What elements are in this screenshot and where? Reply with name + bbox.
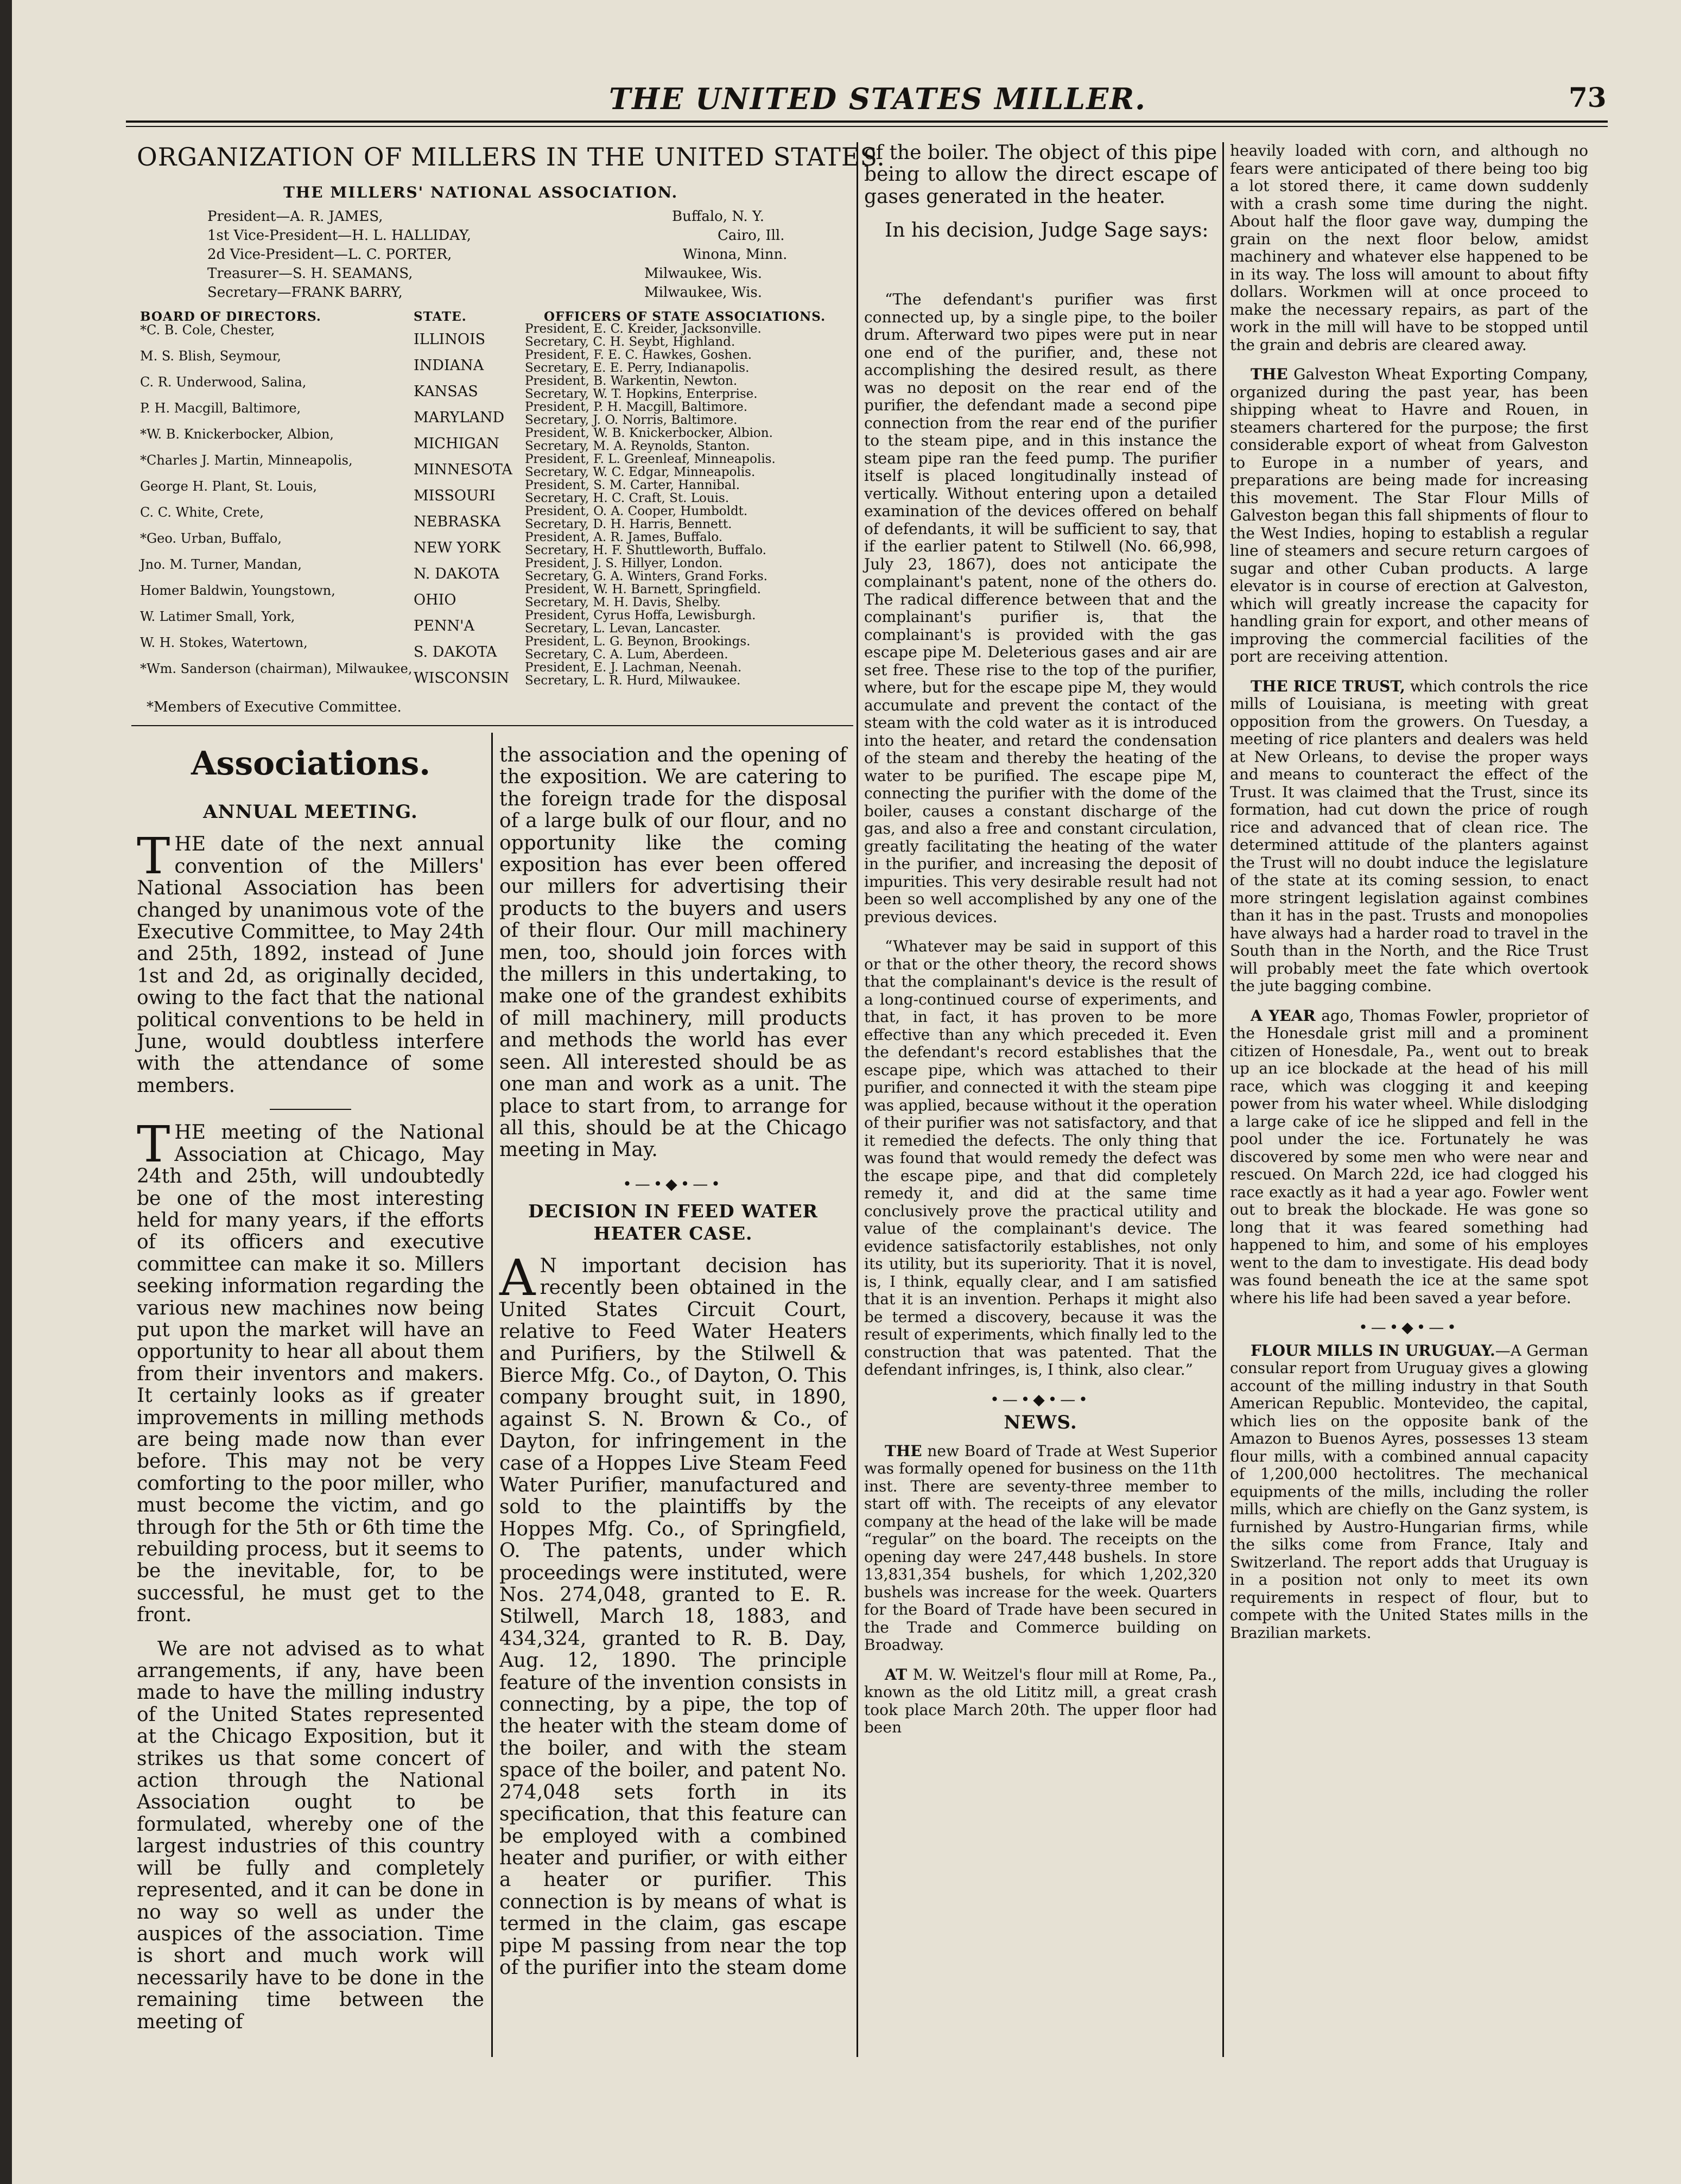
newspaper-page <box>12 0 1681 2184</box>
ornament: •—•◆•—• <box>990 1390 1091 1408</box>
state-officers: President, F. L. Greenleaf, Minneapolis. Secretary, W. C. Edgar, Minneapolis. <box>525 452 776 479</box>
paragraph: A N important decision has recently been obtained in the United States Circuit Court, relative to Feed Water Heaters and Purifiers, by the Stilwell & Bierce Mfg. Co., of Dayton, O. This company brought suit, in 1890, against S. N. Brown & Co., of Dayton, for infringement in the case of a Hoppes Live Steam Feed Water Purifier, manufactured and sold to the plaintiffs by the Hoppes Mfg. Co., of Springfield, O. The patents, under which proceedings were instituted, were Nos. 274,048, granted to E. R. Stilwell, March 18, 1883, and 434,324, granted to R. B. Day, Aug. 12, 1890. The principle feature of the invention consists in connecting, by a pipe, the top of the heater with the steam dome of the boiler, and with the steam space of the boiler, and patent No. 274,048 sets forth in its specification, that this feature can be employed with a combined heater and purifier, or with either a heater or purifier. This connection is by means of what is termed in the claim, gas escape pipe M passing from near the top of the purifier into the steam dome <box>499 1248 847 1979</box>
officer-role: President—A. R. JAMES, <box>207 208 383 225</box>
associations-title: Associations. <box>191 745 431 783</box>
officer-role: Secretary—FRANK BARRY, <box>207 284 403 301</box>
drop-cap: A <box>499 1248 536 1307</box>
column-rule <box>1222 142 1224 2057</box>
news-paragraph: AT M. W. Weitzel's flour mill at Rome, Pa., known as the old Lititz mill, a great crash took place March 20th. The upper floor had been <box>864 1665 1217 1736</box>
column-3-quote <box>864 290 1217 1736</box>
state-name: PENN'A <box>414 618 475 634</box>
state-officers: President, F. E. C. Hawkes, Goshen. Secretary, E. E. Perry, Indianapolis. <box>525 348 752 375</box>
page-number: 73 <box>1569 81 1607 113</box>
board-header: BOARD OF DIRECTORS. <box>140 309 321 324</box>
news-heading: NEWS. <box>1004 1412 1077 1433</box>
paragraph: THE meeting of the National Association at Chicago, May 24th and 25th, will undoubtedly be one of the most interesting held for many years, if the efforts of its officers and executive committee can make it so. Millers seeking information regarding the various new machines now being put upon the market will have an opportunity to hear all about them from their inventors and makers. It certainly looks as if greater improvements in milling methods are being made now than ever before. This may not be very comforting to the poor miller, who must become the victim, and go through for the 5th or 6th time the rebuilding process, but it seems to be the inevitable, for, to be successful, he must get to the front. <box>137 1115 484 1627</box>
state-officers: President, E. J. Lachman, Neenah. Secretary, L. R. Hurd, Milwaukee. <box>525 661 742 688</box>
state-name: NEBRASKA <box>414 513 501 530</box>
annual-meeting-heading: ANNUAL MEETING. <box>203 801 418 823</box>
paragraph: the association and the opening of the exposition. We are catering to the foreign trade for the disposal of a large bulk of our flour, and no opportunity like the coming exposition has ever been offered our millers for advertising their products to the buyers and users of their flour. Our mill machinery men, too, should join forces with the millers in this undertaking, to make one of the grandest exhibits of mill machinery, mill products and methods the world has ever seen. All interested should be as one man and work as a unit. The place to start from, to arrange for all this, should be at the Chicago meeting in May. <box>499 744 847 1161</box>
officer-location: Milwaukee, Wis. <box>644 284 763 301</box>
state-name: S. DAKOTA <box>414 644 497 661</box>
state-officers: President, B. Warkentin, Newton. Secretary, W. T. Hopkins, Enterprise. <box>525 374 758 401</box>
state-name: MICHIGAN <box>414 435 499 452</box>
director-name: W. H. Stokes, Watertown, <box>140 635 308 650</box>
news-paragraph: THE RICE TRUST, which controls the rice mills of Louisiana, is meeting with great opposition from the growers. On Tuesday, a meeting of rice planters and dealers was held at New Orleans, to devise the proper ways and means to counteract the effect of the Trust. It was claimed that the Trust, since its formation, had cut down the price of rough rice and advanced that of clean rice. The determined attitude of the planters against the Trust will no doubt induce the legislature of the state at its coming session, to enact more stringent legislation against combines than it has in the past. Trusts and monopolies have always had a harder road to travel in the South than in the North, and the Rice Trust will probably meet the fate which overtook the jute bagging combine. <box>1230 677 1588 995</box>
column-rule <box>491 733 493 2057</box>
drop-cap: T <box>137 1115 170 1174</box>
state-officers: President, J. S. Hillyer, London. Secretary, G. A. Winters, Grand Forks. <box>525 556 767 583</box>
state-name: ILLINOIS <box>414 331 486 348</box>
officer-location: Cairo, Ill. <box>718 227 785 244</box>
news-paragraph: FLOUR MILLS IN URUGUAY.—A German consular report from Uruguay gives a glowing account of the milling industry in that South American Republic. Montevideo, the capital, which lies on the opposite bank of the Amazon to Buenos Ayres, possesses 13 steam flour mills, with a combined annual capacity of 1,200,000 hectolitres. The mechanical equipments of the mills, including the roller mills, which are chiefly on the Ganz system, is furnished by Austro-Hungarian firms, while the silks come from France, Italy and Switzerland. The report adds that Uruguay is in a position not only to meet its own requirements in respect of flour, but to compete with the United States mills in the Brazilian markets. <box>1230 1341 1588 1642</box>
ornament: •—•◆•—• <box>623 1174 724 1193</box>
state-officers: President, E. C. Kreider, Jacksonville. Secretary, C. H. Seybt, Highland. <box>525 322 762 349</box>
state-name: INDIANA <box>414 357 484 374</box>
director-name: C. C. White, Crete, <box>140 505 264 520</box>
decision-heading: DECISION IN FEED WATER HEATER CASE. <box>528 1201 818 1244</box>
state-officers: President, L. G. Beynon, Brookings. Secretary, C. A. Lum, Aberdeen. <box>525 634 751 662</box>
association-name: THE MILLERS' NATIONAL ASSOCIATION. <box>283 183 678 201</box>
header-rule-thin <box>126 126 1608 127</box>
director-name: C. R. Underwood, Salina, <box>140 374 307 390</box>
drop-cap: T <box>137 827 170 886</box>
officer-role: Treasurer—S. H. SEAMANS, <box>207 265 413 282</box>
officer-role: 2d Vice-President—L. C. PORTER, <box>207 246 452 263</box>
state-header: STATE. <box>414 309 467 324</box>
quote-paragraph: “The defendant's purifier was first connected up, by a single pipe, to the boiler drum. Afterward two pipes were put in near one end of the purifier, and, these not accomplishing the desired result, as there was no deposit on the rear end of the purifier, the defendant made a second pipe connection from the rear end of the purifier to the steam pipe, and in this instance the steam pipe ran the feed pump. The purifier itself is placed longitudinally instead of vertically. Without entering upon a detailed examination of the devices offered on behalf of defendants, it will be sufficient to say, that if the earlier patent to Stilwell (No. 66,998, July 23, 1867), does not anticipate the complainant's patent, none of the others do. The radical difference between that and the complainant's purifier is, that the complainant's is provided with the gas escape pipe M. Deleterious gases and air are set free. These rise to the top of the purifier, where, but for the escape pipe M, they would accumulate and prevent the contact of the steam with the cold water as it is introduced into the heater, and retard the condensation of the steam and thereby the heating of the water to be purified. The escape pipe M, connecting the purifier with the dome of the boiler, causes a constant discharge of the gas, and also a free and constant circulation, greatly facilitating the heating of the water in the purifier, and increasing the deposit of impurities. This very desirable result had not been so well accomplished by any one of the previous devices. <box>864 290 1217 926</box>
officer-location: Buffalo, N. Y. <box>672 208 765 225</box>
state-name: MISSOURI <box>414 487 496 504</box>
column-4 <box>1230 142 1588 2058</box>
director-name: *Charles J. Martin, Minneapolis, <box>140 453 353 468</box>
director-name: *Wm. Sanderson (chairman), Milwaukee, <box>140 661 413 676</box>
state-name: WISCONSIN <box>414 670 510 687</box>
news-paragraph: A YEAR ago, Thomas Fowler, proprietor of the Honesdale grist mill and a prominent citizen of Honesdale, Pa., went out to break up an ice blockade at the head of his mill race, which was clogging it and keeping power from his water wheel. While dislodging a large cake of ice he slipped and fell in the pool under the ice. Fortunately he was discovered by some men who were near and rescued. On March 22d, ice had clogged his race exactly as it had a year ago. Fowler went out to break the blockade. He was gone so long that it was feared something had happened to him, and some of his employes went to the dam to investigate. His dead body was found beneath the ice at the same spot where his life had been saved a year before. <box>1230 1006 1588 1307</box>
state-name: OHIO <box>414 592 456 608</box>
column-3-top <box>864 142 1217 251</box>
officer-location: Winona, Minn. <box>683 246 788 263</box>
column-1 <box>137 796 484 2098</box>
director-name: W. Latimer Small, York, <box>140 609 295 624</box>
state-officers: President, Cyrus Hoffa, Lewisburgh. Secretary, L. Levan, Lancaster. <box>525 608 756 636</box>
state-officers: President, O. A. Cooper, Humboldt. Secretary, D. H. Harris, Bennett. <box>525 504 748 531</box>
quote-paragraph: “Whatever may be said in support of this or that or the other theory, the record shows that the complainant's device is the result of a long-continued course of experiments, and that, in fact, it has proven to be more effective than any which preceded it. Even the defendant's record establishes that the escape pipe, which was attached to their purifier, and connected it with the steam pipe was applied, because without it the operation of their purifier was not satisfactory, and that it remedied the defects. The only thing that was found that would remedy the defect was the escape pipe, and that did completely remedy it, and did at the same time conclusively prove the practical utility and value of the complainant's device. The evidence satisfactorily establishes, not only its utility, but its superiority. That it is novel, is, I think, equally clear, and I am satisfied that it is an invention. Perhaps it might also be termed a discovery, because it was the result of experiments, which finally led to the construction that was patented. That the defendant infringes, is, I think, also clear.” <box>864 937 1217 1379</box>
officer-location: Milwaukee, Wis. <box>644 265 763 282</box>
director-name: *W. B. Knickerbocker, Albion, <box>140 427 334 442</box>
director-name: *Geo. Urban, Buffalo, <box>140 531 282 546</box>
state-name: KANSAS <box>414 383 478 400</box>
scan-border <box>0 0 12 2184</box>
director-name: Homer Baldwin, Youngstown, <box>140 583 335 598</box>
news-paragraph: THE Galveston Wheat Exporting Company, organized during the past year, has been shipping wheat to Havre and Rouen, in steamers chartered for the purpose; the first considerable export of wheat from Galveston to Europe in a number of years, and preparations are being made for increasing this movement. The Star Flour Mills of Galveston began this fall shipments of flour to the West Indies, hoping to establish a regular line of steamers and secure return cargoes of sugar and other Cuban products. A large elevator is in course of erection at Galveston, which will greatly increase the capacity for handling grain for export, and other means of improving the commercial facilities of the port are receiving attention. <box>1230 365 1588 665</box>
paragraph: In his decision, Judge Sage says: <box>885 219 1209 242</box>
masthead-title: THE UNITED STATES MILLER. <box>609 81 1146 116</box>
news-paragraph: heavily loaded with corn, and although no fears were anticipated of there being too big a lot stored there, it came down suddenly with a crash some time during the night. About half the floor gave way, dumping the grain on the next floor below, amidst machinery and whatever else happened to be in its way. The loss will amount to about fifty dollars. Workmen will at once proceed to make the necessary repairs, as part of the work in the mill will have to be stopped until the grain and debris are cleared away. <box>1230 142 1588 354</box>
state-name: MINNESOTA <box>414 461 512 478</box>
column-rule <box>857 142 858 2057</box>
state-officers: President, W. B. Knickerbocker, Albion. Secretary, M. A. Reynolds, Stanton. <box>525 426 773 453</box>
ornament: •—•◆•—• <box>1359 1318 1460 1336</box>
paragraph: of the boiler. The object of this pipe being to allow the direct escape of gases generated in the heater. <box>864 142 1217 208</box>
state-name: NEW YORK <box>414 539 501 556</box>
state-officers: President, P. H. Macgill, Baltimore. Secretary, J. O. Norris, Baltimore. <box>525 400 748 427</box>
state-officers: President, S. M. Carter, Hannibal. Secretary, H. C. Craft, St. Louis. <box>525 478 740 505</box>
director-name: George H. Plant, St. Louis, <box>140 479 317 494</box>
paragraph: THE date of the next annual convention of the Millers' National Association has been changed by unanimous vote of the Executive Committee, to May 24th and 25th, 1892, instead of June 1st and 2d, as originally decided, owing to the fact that the national political conventions to be held in June, would doubtless interfere with the attendance of some members. <box>137 827 484 1097</box>
state-officers: President, W. H. Barnett, Springfield. Secretary, M. H. Davis, Shelby. <box>525 582 762 610</box>
paragraph: We are not advised as to what arrangements, if any, have been made to have the milling industry of the United States represented at the Chicago Exposition, but it strikes us that some concert of action through the National Association ought to be formulated, whereby one of the largest industries of this country will be fully and completely represented, and it can be done in no way so well as under the auspices of the association. Time is short and much work will necessarily have to be done in the remaining time between the meeting of <box>137 1637 484 2033</box>
state-officers: President, A. R. James, Buffalo. Secretary, H. F. Shuttleworth, Buffalo. <box>525 530 766 557</box>
separator-rule <box>270 1109 351 1110</box>
news-paragraph: THE new Board of Trade at West Superior was formally opened for business on the 11th inst. There are seventy-three member to start off with. The receipts of any elevator company at the head of the lake will be made “regular” on the board. The receipts on the opening day were 247,448 bushels. In store 13,831,354 bushels, for which 1,202,320 bushels was increase for the week. Quarters for the Board of Trade have been secured in the Trade and Commerce building on Broadway. <box>864 1442 1217 1654</box>
state-officers-header: OFFICERS OF STATE ASSOCIATIONS. <box>544 309 826 324</box>
footnote: *Members of Executive Committee. <box>147 699 402 715</box>
director-name: M. S. Blish, Seymour, <box>140 348 282 364</box>
director-name: *C. B. Cole, Chester, <box>140 322 275 338</box>
organization-title: ORGANIZATION OF MILLERS IN THE UNITED STATES. <box>137 142 885 172</box>
director-name: Jno. M. Turner, Mandan, <box>140 557 302 572</box>
state-name: N. DAKOTA <box>414 566 499 582</box>
header-rule <box>126 120 1608 123</box>
director-name: P. H. Macgill, Baltimore, <box>140 401 301 416</box>
section-rule <box>131 725 853 726</box>
column-2 <box>499 745 847 2058</box>
officer-role: 1st Vice-President—H. L. HALLIDAY, <box>207 227 472 244</box>
state-name: MARYLAND <box>414 409 505 426</box>
